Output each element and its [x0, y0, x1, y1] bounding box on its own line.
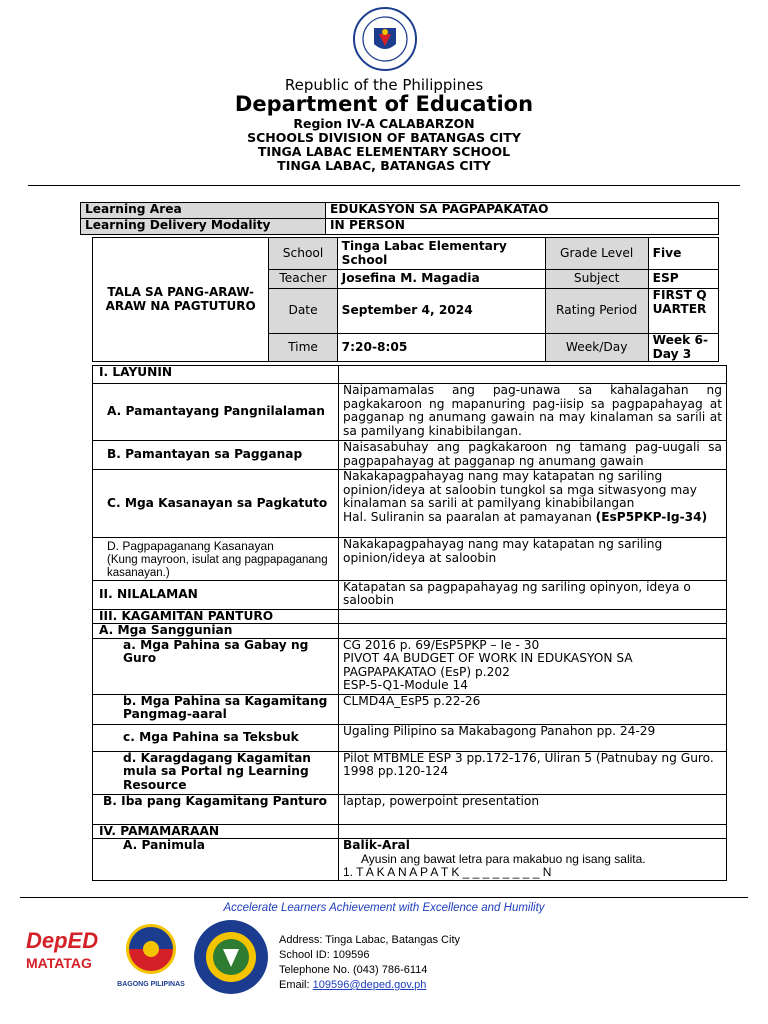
kasanayan-example: Hal. Suliranin sa paaralan at pamayanan	[343, 509, 592, 524]
subject-label: Subject	[545, 270, 648, 289]
iba-label: B. Iba pang Kagamitang Panturo	[93, 794, 339, 824]
pagpapaganang-cell	[93, 538, 339, 581]
portal-value: Pilot MTBMLE ESP 3 pp.172-176, Uliran 5 (Patnubay ng Guro. 1998 pp.120-124	[339, 751, 727, 794]
balik-aral-heading: Balik-Aral	[343, 838, 410, 852]
republic-line: Republic of the Philippines	[284, 76, 484, 94]
week-value: Week 6-Day 3	[648, 334, 718, 362]
footer-tagline: Accelerate Learners Achievement with Excellence and Humility	[223, 902, 545, 914]
balik-aral-instruction: Ayusin ang bawat letra para makabuo ng isang salita.	[361, 851, 646, 866]
footer-telephone: Telephone No. (043) 786-6114	[279, 964, 428, 976]
nilalaman-value: Katapatan sa pagpapahayag ng sariling opinyon, ideya o saloobin	[339, 580, 727, 609]
pamantayang-label: A. Pamantayang Pangnilalaman	[93, 384, 339, 441]
grade-label: Grade Level	[545, 238, 648, 270]
date-label: Date	[269, 289, 337, 334]
gabay-line-2: PIVOT 4A BUDGET OF WORK IN EDUKASYON SA PAGPAPAKATAO (EsP) p.202	[343, 651, 633, 679]
week-label: Week/Day	[545, 334, 648, 362]
address-line: TINGA LABAC, BATANGAS CITY	[277, 158, 491, 173]
pagpapaganang-label: D. Pagpapaganang Kasanayan	[107, 539, 274, 553]
pangmag-label: b. Mga Pahina sa Kagamitang Pangmag-aaral	[93, 694, 339, 724]
pamamaraan-heading: IV. PAMAMARAAN	[93, 824, 339, 839]
pagpapaganang-note: (Kung mayroon, isulat ang pagpapaganang kasanayan.)	[107, 553, 328, 579]
grade-value: Five	[648, 238, 718, 270]
subject-value: ESP	[648, 270, 718, 289]
school-label: School	[269, 238, 337, 270]
nilalaman-label: II. NILALAMAN	[93, 580, 339, 609]
footer-address: Address: Tinga Labac, Batangas City	[279, 934, 460, 946]
deped-seal-logo	[352, 6, 418, 72]
footer-divider	[20, 897, 748, 898]
modality-label: Learning Delivery Modality	[81, 219, 326, 235]
footer-email-label: Email:	[279, 979, 313, 991]
school-value: Tinga Labac Elementary School	[337, 238, 545, 270]
deped-matatag-logo	[26, 928, 100, 988]
kasanayan-cell	[339, 470, 727, 538]
gabay-line-1: CG 2016 p. 69/EsP5PKP – Ie - 30	[343, 637, 540, 652]
plan-table	[92, 365, 727, 881]
dll-title: TALA SA PANG-ARAW-ARAW NA PAGTUTURO	[93, 238, 269, 362]
gabay-cell	[339, 638, 727, 694]
bagong-pilipinas-logo	[116, 922, 186, 988]
department-title: Department of Education	[234, 92, 534, 116]
kasanayan-code: (EsP5PKP-Ig-34)	[595, 509, 708, 524]
panimula-cell	[339, 839, 727, 881]
info-table	[92, 237, 719, 362]
meta-table	[80, 202, 719, 235]
iba-value: laptap, powerpoint presentation	[339, 794, 727, 824]
bagong-pilipinas-text: BAGONG PILIPINAS	[117, 981, 185, 988]
learning-area-label: Learning Area	[81, 203, 326, 219]
panimula-label: A. Panimula	[93, 839, 339, 881]
footer-school-id: School ID: 109596	[279, 949, 370, 961]
time-label: Time	[269, 334, 337, 362]
deped-logo-text: DepED	[26, 928, 99, 953]
teacher-label: Teacher	[269, 270, 337, 289]
teksbuk-value: Ugaling Pilipino sa Makabagong Panahon pp. 24-29	[339, 724, 727, 751]
portal-label: d. Karagdagang Kagamitan mula sa Portal ng Learning Resource	[93, 751, 339, 794]
region-line: Region IV-A CALABARZON	[293, 116, 475, 131]
pagpapaganang-value: Nakakapagpahayag nang may katapatan ng sariling opinion/ideya at saloobin	[339, 538, 727, 581]
learning-area-value: EDUKASYON SA PAGPAPAKATAO	[326, 203, 719, 219]
pagganap-label: B. Pamantayan sa Pagganap	[93, 441, 339, 470]
teksbuk-label: c. Mga Pahina sa Teksbuk	[93, 724, 339, 751]
date-value: September 4, 2024	[337, 289, 545, 334]
footer-email-link[interactable]: 109596@deped.gov.ph	[312, 979, 427, 991]
sanggunian-heading: A. Mga Sanggunian	[93, 624, 339, 639]
kasanayan-value: Nakakapagpahayag nang may katapatan ng sariling opinion/ideya at saloobin tungkol sa mga sitwasyong may kinalaman sa sarili at pamilyang kinabibilangan	[343, 469, 697, 510]
modality-value: IN PERSON	[326, 219, 719, 235]
matatag-logo-text: MATATAG	[26, 955, 92, 971]
pagganap-value: Naisasabuhay ang pagkakaroon ng tamang pag-uugali sa pagpapahayag at pagganap ng anumang gawain	[339, 441, 727, 470]
pamantayang-value: Naipamamalas ang pag-unawa sa kahalagahan ng pagkakaroon ng mapanuring pag-iisip sa pagpapahayag at pagganap ng anumang gawain na may kinalaman sa sarili at sa pamilyang kinabibilangan.	[339, 384, 727, 441]
time-value: 7:20-8:05	[337, 334, 545, 362]
layunin-heading: I. LAYUNIN	[93, 366, 339, 384]
school-line: TINGA LABAC ELEMENTARY SCHOOL	[257, 144, 511, 159]
rating-value: FIRST QUARTER	[648, 289, 718, 334]
gabay-line-3: ESP-5-Q1-Module 14	[343, 678, 468, 692]
balik-aral-item-1: 1. T A K A N A P A T K _ _ _ _ _ _ _ _ N	[343, 865, 552, 879]
kagamitan-heading: III. KAGAMITAN PANTURO	[93, 609, 339, 624]
kasanayan-label: C. Mga Kasanayan sa Pagkatuto	[93, 470, 339, 538]
school-seal-logo	[192, 918, 270, 996]
teacher-value: Josefina M. Magadia	[337, 270, 545, 289]
gabay-label: a. Mga Pahina sa Gabay ng Guro	[93, 638, 339, 694]
footer-contact	[279, 933, 460, 993]
rating-label: Rating Period	[545, 289, 648, 334]
pangmag-value: CLMD4A_EsP5 p.22-26	[339, 694, 727, 724]
division-line: SCHOOLS DIVISION OF BATANGAS CITY	[247, 130, 521, 145]
header-divider	[28, 185, 740, 186]
